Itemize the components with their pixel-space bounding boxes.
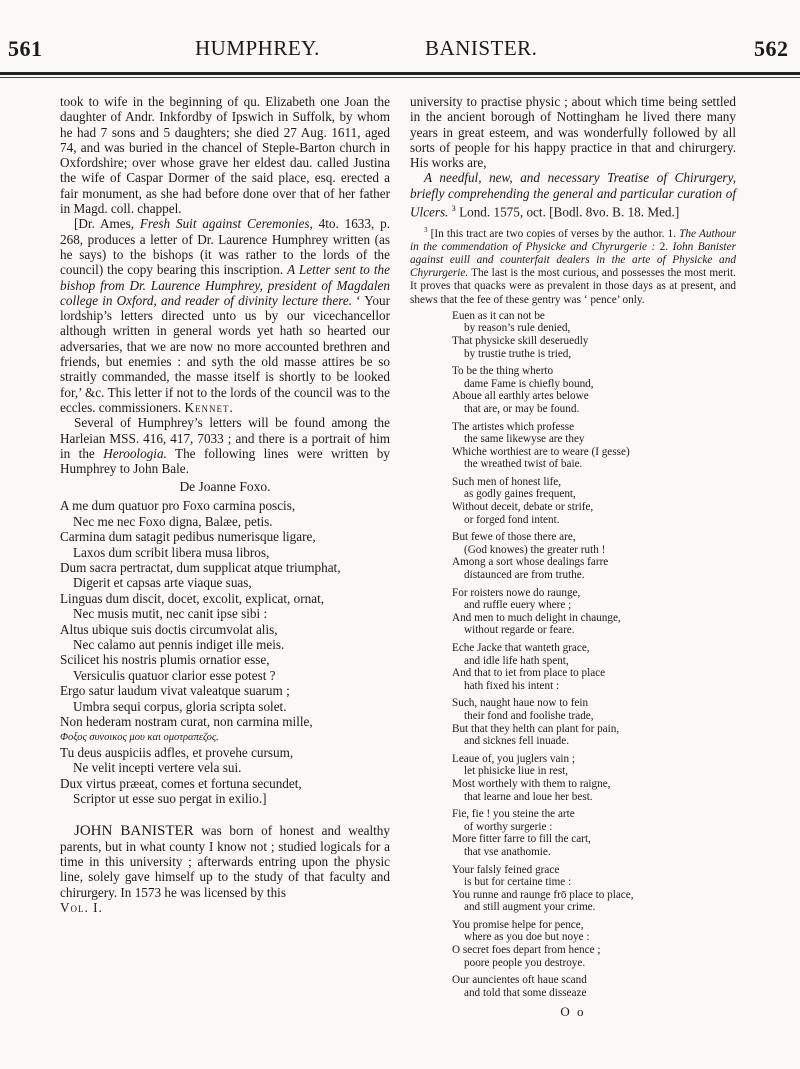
text-run: [In this tract are two copies of verses by the author. 1.: [430, 227, 677, 240]
paragraph-humphrey-family: took to wife in the beginning of qu. Elizabeth one Joan the daughter of Andr. Inkfordby of Ipswich in Suffolk, by whom he had 7 sons and 5 daughters; she died 27 Aug. 1611, aged 74, and was buried in the chancel of Steple-Barton church in Oxfordshire; over whose grave her eldest dau. called Justina the wife of Caspar Dormer of the said place, esq. erected a fair monument, as she had before done over that of her father in Magd. coll. chappel.: [60, 94, 390, 217]
verse-line: Digerit et capsas arte viaque suas,: [73, 575, 252, 591]
stanza: [452, 587, 736, 637]
stanza: [452, 808, 736, 858]
verse-line: Such men of honest life,: [452, 475, 562, 488]
verse-line: the same likewyse are they: [464, 433, 585, 446]
stanza: [452, 753, 736, 803]
letter-title: A Letter sent to the bishop from Dr. Laurence Humphrey, president of Magdalen college in Oxford, and reader of divinity lecture there.: [60, 262, 390, 308]
verse-line: without regarde or feare.: [464, 624, 575, 637]
footnote-marker: 3: [424, 225, 428, 234]
gathering-signature: O o: [560, 1004, 586, 1020]
verse-line: To be the thing wherto: [452, 365, 554, 378]
left-page-number: 561: [8, 36, 43, 61]
verse-line: Ne velit incepti vertere vela sui.: [73, 760, 242, 776]
paragraph-banister-work: [410, 170, 736, 219]
verse-line: and ruffle euery where ;: [464, 599, 572, 612]
verse-line: Nec me nec Foxo digna, Balæe, petis.: [73, 513, 273, 529]
verse-line: Scriptor ut esse suo pergat in exilio.]: [73, 791, 267, 807]
poem-title: De Joanne Foxo.: [179, 479, 271, 495]
text-run: Several of Humphrey’s letters will be found among the Harleian MSS. 416, 417, 7033 ; and there is a portrait of him in the: [60, 415, 390, 461]
footnote: [410, 224, 736, 307]
verse-line: The artistes which professe: [452, 420, 575, 433]
paragraph-banister-intro: [60, 823, 390, 900]
running-head: [0, 36, 800, 76]
verse-line: hath fixed his intent :: [464, 679, 560, 692]
verse-line: Laxos dum scribit libera musa libros,: [73, 544, 270, 560]
verse-line: More fitter farre to fill the cart,: [452, 833, 591, 846]
stanza: [452, 642, 736, 692]
verse-line: Eche Jacke that wanteth grace,: [452, 642, 590, 654]
verse-line: Nec musis mutit, nec canit ipse sibi :: [73, 606, 268, 622]
verse-line: of worthy surgerie :: [464, 820, 553, 833]
stanza: [452, 919, 736, 969]
verse-line: or forged fond intent.: [464, 513, 560, 526]
banister-verses: [410, 310, 736, 1000]
verse-line: A me dum quatuor pro Foxo carmina poscis,: [60, 498, 296, 514]
verse-line: and told that some disseaze: [464, 986, 587, 999]
verse-line: Aboue all earthly artes belowe: [452, 390, 589, 403]
verse-line: And men to much delight in chaunge,: [452, 611, 621, 624]
stanza: [452, 531, 736, 581]
paragraph-banister-practice: university to practise physic ; about which time being settled in the ancient borough of Nottingham he lived there many years in great esteem, and was wonderfully followed by all sorts of people for his happy practice in that and chirurgery. His works are,: [410, 94, 736, 171]
verse-line: Dum sacra pertractat, dum supplicat atque triumphat,: [60, 560, 341, 576]
latin-poem-ending: [60, 745, 390, 807]
verse-line: Altus ubique suis doctis circumvolat alis,: [60, 621, 278, 637]
verse-line: Tu deus auspiciis adfles, et provehe cursum,: [60, 744, 294, 760]
verse-line: Ergo satur laudum vivat valeatque suarum ;: [60, 683, 290, 699]
verse-line: Versiculis quatuor clarior esse potest ?: [73, 667, 276, 683]
right-page-number: 562: [754, 36, 789, 61]
stanza: [452, 974, 736, 999]
verse-line: Umbra sequi corpus, gloria scripta solet.: [73, 698, 287, 714]
verse-line: You runne and raunge frō place to place,: [452, 888, 634, 901]
verse-line: poore people you destroye.: [464, 956, 586, 969]
paragraph-ames-letter: [60, 216, 390, 415]
verse-line: For roisters nowe do raunge,: [452, 586, 581, 599]
verse-line: Leaue of, you juglers vain ;: [452, 752, 576, 765]
verse-line: their fond and foolishe trade,: [464, 709, 594, 722]
verse-line: Our auncientes oft haue scand: [452, 974, 587, 987]
latin-poem: [60, 498, 390, 729]
text-run: ‘ Your lordship’s letters directed unto us by our vicechancellor although written in general words yet hath so hearted our adversaries, that we are now no more accounted brethren and friends, but enemies : and syth the old masse attires be so straitly commanded, the masse itself is shortly to be looked for,’ &c. This letter if not to the lords of the council was to the eccles. commissioners.: [60, 292, 390, 415]
verse-line: the wreathed twist of baie.: [464, 458, 583, 471]
verse-line: O secret foes depart from hence ;: [452, 944, 601, 957]
text-run: was born of honest and wealthy parents, but in what county I know not ; studied logicals for a time in this university ; afterwards entring upon the physic line, solely gave himself up to the study of that faculty and chirurgery. In 1573 he was licensed by this: [60, 822, 390, 900]
verse-line: let phisicke liue in rest,: [464, 765, 569, 778]
book-title: Fresh Suit against Ceremonies,: [139, 216, 313, 232]
stanza: [452, 476, 736, 526]
work-title: A needful, new, and necessary Treatise of Chirurgery, briefly comprehending the general and particular curation of Ulcers.: [410, 170, 736, 220]
greek-line: Φοξος συνοικος μου και ομοτραπεζος.: [60, 731, 219, 743]
verse-line: dame Fame is chiefly bound,: [464, 377, 594, 390]
verse-line: Carmina dum satagit pedibus numerisque ligare,: [60, 529, 316, 545]
entry-name: JOHN BANISTER: [74, 822, 194, 839]
verse-line: Without deceit, debate or strife,: [452, 501, 594, 514]
verse-line: Such, naught haue now to fein: [452, 697, 589, 710]
paragraph-harleian: [60, 415, 390, 476]
verse-line: But fewe of those there are,: [452, 531, 576, 544]
verse-line: Your falsly feined grace: [452, 863, 560, 876]
header-rule-thick: [0, 72, 800, 75]
verse-line: Fie, fie ! you steine the arte: [452, 808, 575, 821]
verse-line: and sicknes fell inuade.: [464, 735, 570, 748]
stanza: [452, 365, 736, 415]
verse-line: is but for certaine time :: [464, 876, 572, 889]
verse-line: as godly gaines frequent,: [464, 488, 576, 501]
stanza: [452, 310, 736, 360]
verse-line: But that they helth can plant for pain,: [452, 722, 620, 735]
source-signature: Kennet.: [184, 399, 234, 415]
verse-line: where as you doe but noye :: [464, 931, 590, 944]
verse-line: And that to iet from place to place: [452, 667, 606, 680]
text-run: 4to. 1633, p. 268, produces a letter of Dr. Laurence Humphrey written (as he says) to the bishops (it was rather to the lords of the council) the copy bearing this inscription.: [60, 216, 390, 278]
verse-line: (God knowes) the greater ruth !: [464, 543, 606, 556]
verse-line: that are, or may be found.: [464, 402, 580, 415]
volume-signature: Vol. I.: [60, 900, 103, 916]
verse-line: Euen as it can not be: [452, 309, 545, 322]
right-column: [410, 94, 736, 1020]
verse-line: Linguas dum discit, docet, excolit, explicat, ornat,: [60, 590, 325, 606]
verse-line: that learne and loue her best.: [464, 790, 593, 803]
verse-line: Whiche worthiest are to weare (I gesse): [452, 445, 630, 458]
verse-line: Scilicet his nostris plumis ornatior esse,: [60, 652, 270, 668]
text-run: [Dr. Ames,: [74, 216, 135, 232]
verse-line: Most worthely with them to raigne,: [452, 777, 611, 790]
verse-line: distaunced are from truthe.: [464, 569, 585, 582]
verse-line: that vse anathomie.: [464, 845, 551, 858]
stanza: [452, 421, 736, 471]
verse-line: You promise helpe for pence,: [452, 918, 584, 931]
verse-line: Nec calamo aut pennis indiget ille meis.: [73, 637, 285, 653]
footnote-reference: 3: [451, 204, 456, 214]
verse-line: and still augment your crime.: [464, 901, 596, 914]
verse-line: That physicke skill deseruedly: [452, 334, 589, 347]
stanza: [452, 697, 736, 747]
text-run: The following lines were written by Humphrey to John Bale.: [60, 445, 390, 477]
header-rule-thin: [0, 77, 800, 78]
text-run: The last is the most curious, and possesses the most merit. It proves that quacks were as prevalent in those days as at present, and shews that the fee of these gentry was ‘ pence’ only.: [410, 267, 737, 306]
verse-line: and idle life hath spent,: [464, 654, 569, 667]
verse-line: by reason’s rule denied,: [464, 322, 571, 335]
verse-line: Among a sort whose dealings farre: [452, 556, 609, 569]
left-running-title: HUMPHREY.: [195, 36, 320, 60]
verse-title-1: The Authour in the commendation of Physicke and Chyrurgerie :: [410, 227, 736, 253]
text-run: 2.: [659, 240, 669, 253]
verse-line: Dux virtus præeat, comes et fortuna secundet,: [60, 775, 302, 791]
verse-line: by trustie truthe is tried,: [464, 347, 572, 360]
left-column: [60, 94, 390, 915]
right-running-title: BANISTER.: [425, 36, 538, 60]
verse-line: Non hederam nostram curat, non carmina mille,: [60, 714, 313, 730]
text-run: Lond. 1575, oct. [Bodl. 8vo. B. 18. Med.]: [459, 204, 680, 220]
stanza: [452, 864, 736, 914]
verse-title-2: Iohn Banister against euill and counterfait dealers in the arte of Physicke and Chyrurgerie.: [410, 240, 736, 280]
heroologia-title: Heroologia.: [103, 445, 167, 461]
